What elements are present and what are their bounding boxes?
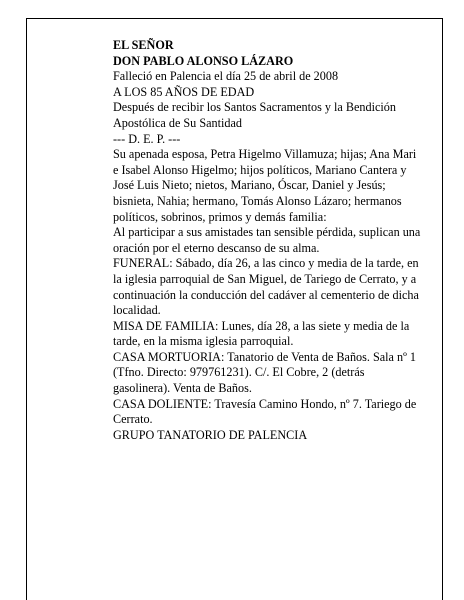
mortuary-info: CASA MORTUORIA: Tanatorio de Venta de Baños. Sala nº 1 (Tfno. Directo: 979761231). C/. El Cobre, 2 (detrás gasolinera). Venta de Baños. [113,349,417,396]
notice-title: EL SEÑOR [113,38,174,52]
family-mass-info: MISA DE FAMILIA: Lunes, día 28, a las siete y media de la tarde, en la misma iglesia parroquial. [113,318,410,349]
deceased-name: DON PABLO ALONSO LÁZARO [113,53,294,68]
funeral-group: GRUPO TANATORIO DE PALENCIA [113,427,308,442]
dep-line: --- D. E. P. --- [113,131,181,146]
family-list: Su apenada esposa, Petra Higelmo Villamuza; hijas; Ana Mari e Isabel Alonso Higelmo; hijos políticos, Mariano Cantera y José Luis Nieto; nietos, Mariano, Óscar, Daniel y Jesús; bisnieta, Nahia; hermano, Tomás Alonso Lázaro; hermanos políticos, sobrinos, primos y demás familia: [113,147,417,224]
prayer-request: Al participar a sus amistades tan sensible pérdida, suplican una oración por el eterno descanso de su alma. [113,225,421,255]
obituary-notice [113,38,423,443]
age-info: A LOS 85 AÑOS DE EDAD [113,84,255,99]
funeral-info: FUNERAL: Sábado, día 26, a las cinco y media de la tarde, en la iglesia parroquial de San Miguel, de Tariego de Cerrato, y a continuación la conducción del cadáver al cementerio de dicha localidad. [113,256,419,318]
death-info: Falleció en Palencia el día 25 de abril de 2008 [113,69,339,84]
sacraments-info: Después de recibir los Santos Sacramentos y la Bendición Apostólica de Su Santidad [113,100,396,130]
home-info: CASA DOLIENTE: Travesía Camino Hondo, nº 7. Tariego de Cerrato. [113,396,417,427]
